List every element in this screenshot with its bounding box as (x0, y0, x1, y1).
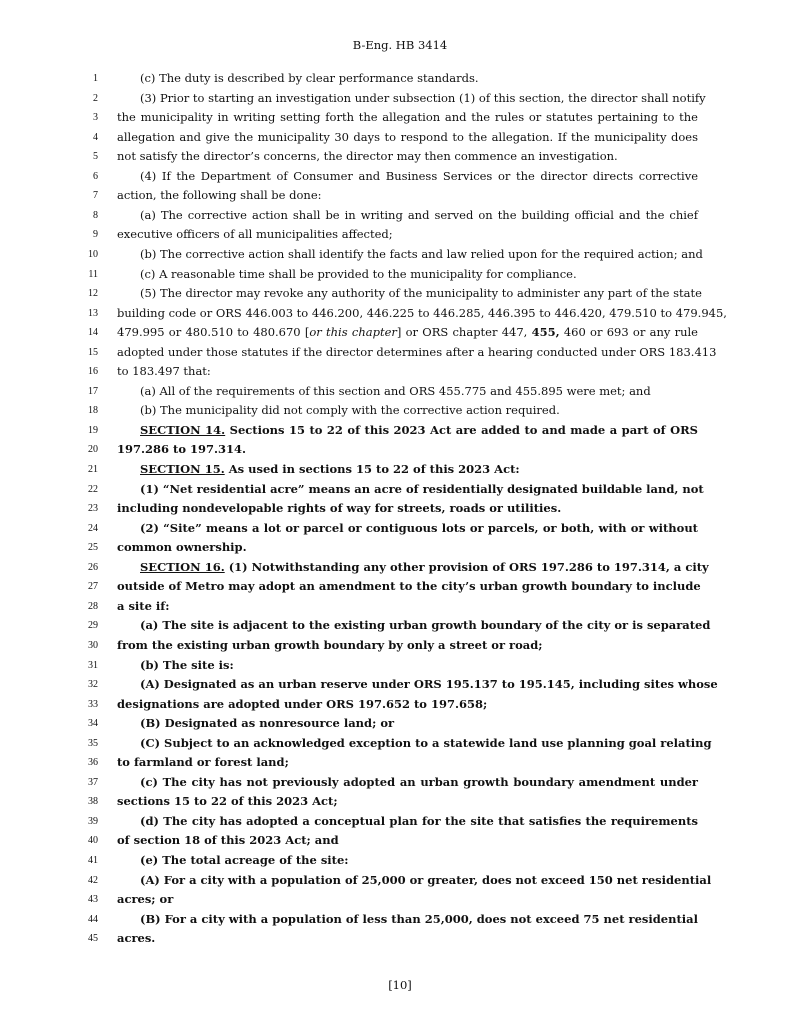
line-number: 45 (88, 933, 98, 945)
text-line (0, 851, 800, 871)
line-text (140, 265, 698, 285)
text-segment: (b) The municipality did not comply with the corrective action required. (140, 403, 560, 418)
text-line (0, 186, 800, 206)
line-number: 39 (88, 815, 98, 827)
text-line (0, 245, 800, 265)
text-segment: acres; or (117, 892, 174, 907)
text-line (0, 69, 800, 89)
text-segment: or this chapter (309, 325, 397, 340)
text-segment: (d) The city has adopted a conceptual plan for the site that satisfies the requirements (140, 813, 698, 828)
line-text (140, 69, 698, 89)
line-text (140, 773, 698, 793)
line-number: 23 (88, 503, 98, 515)
line-number: 33 (88, 698, 98, 710)
text-line (0, 401, 800, 421)
line-text (117, 499, 698, 519)
line-number: 2 (93, 92, 98, 104)
line-number: 37 (88, 776, 98, 788)
line-text (117, 362, 698, 382)
text-segment: acres. (117, 931, 156, 946)
text-segment: (e) The total acreage of the site: (140, 853, 349, 867)
text-segment: (c) The city has not previously adopted an urban growth boundary amendment under (140, 774, 698, 789)
line-number: 20 (88, 444, 98, 456)
line-number: 40 (88, 835, 98, 847)
line-number: 26 (88, 561, 98, 573)
line-number: 17 (88, 385, 98, 397)
line-number: 32 (88, 679, 98, 691)
text-segment: ] or ORS chapter 447, (396, 325, 532, 340)
text-line (0, 304, 800, 324)
text-line (0, 558, 800, 578)
line-number: 29 (88, 620, 98, 632)
text-segment: (a) The site is adjacent to the existing urban growth boundary of the city or is separated (140, 618, 711, 633)
line-number: 22 (88, 483, 98, 495)
line-number: 12 (88, 288, 98, 300)
line-text (140, 421, 698, 441)
line-text (117, 792, 698, 812)
line-number: 10 (88, 248, 98, 260)
line-text (140, 460, 698, 480)
text-segment: (2) “Site” means a lot or parcel or contiguous lots or parcels, or both, with or without (140, 520, 698, 535)
line-text (140, 871, 712, 891)
text-line (0, 656, 800, 676)
line-number: 7 (93, 190, 98, 202)
text-segment: designations are adopted under ORS 197.652 to 197.658; (117, 696, 488, 711)
line-number: 15 (88, 346, 98, 358)
text-segment: sections 15 to 22 of this 2023 Act; (117, 794, 338, 809)
section-heading: SECTION 16. (140, 559, 225, 574)
line-number: 34 (88, 718, 98, 730)
text-segment: the municipality in writing setting forth the allegation and the rules or statutes pertaining to the (117, 110, 698, 125)
text-line (0, 362, 800, 382)
text-line (0, 714, 800, 734)
line-number: 18 (88, 405, 98, 417)
line-text (117, 304, 727, 324)
text-line (0, 480, 800, 500)
text-line (0, 343, 800, 363)
line-text (140, 206, 698, 226)
line-text (117, 695, 698, 715)
text-segment: (c) A reasonable time shall be provided to the municipality for compliance. (140, 266, 577, 281)
line-number: 11 (88, 268, 98, 280)
line-text (117, 323, 698, 343)
text-segment: 460 or 693 or any rule (559, 325, 698, 340)
text-line (0, 284, 800, 304)
text-line (0, 89, 800, 109)
text-segment: a site if: (117, 598, 170, 613)
line-text (140, 401, 698, 421)
text-line (0, 597, 800, 617)
line-number: 5 (93, 151, 98, 163)
text-line (0, 421, 800, 441)
text-line (0, 538, 800, 558)
page-header: B-Eng. HB 3414 (352, 38, 448, 52)
line-text (140, 558, 709, 578)
line-text (117, 929, 698, 949)
line-number: 30 (88, 639, 98, 651)
text-segment: outside of Metro may adopt an amendment to the city’s urban growth boundary to include (117, 579, 701, 594)
line-text (117, 225, 698, 245)
line-text (117, 343, 717, 363)
line-number: 42 (88, 874, 98, 886)
line-text (117, 128, 698, 148)
text-line (0, 499, 800, 519)
line-text (140, 382, 698, 402)
text-segment: (C) Subject to an acknowledged exception to a statewide land use planning goal relating (140, 735, 712, 750)
text-line (0, 792, 800, 812)
line-number: 13 (88, 307, 98, 319)
line-text (140, 245, 703, 265)
line-text (117, 597, 698, 617)
line-text (140, 734, 712, 754)
line-text (117, 538, 698, 558)
line-text (140, 675, 718, 695)
text-line (0, 128, 800, 148)
text-line (0, 265, 800, 285)
line-text (140, 910, 698, 930)
line-text (140, 812, 698, 832)
line-number: 25 (88, 542, 98, 554)
text-segment: building code or ORS 446.003 to 446.200, 446.225 to 446.285, 446.395 to 446.420, 479.510 to 479.945, (117, 305, 727, 320)
line-number: 27 (88, 581, 98, 593)
line-text (140, 616, 711, 636)
line-text (140, 519, 698, 539)
text-segment: (c) The duty is described by clear performance standards. (140, 71, 479, 85)
text-segment: (5) The director may revoke any authority of the municipality to administer any part of the state (140, 286, 702, 301)
text-segment: of section 18 of this 2023 Act; and (117, 833, 339, 848)
line-text (140, 480, 704, 500)
text-segment: (B) Designated as nonresource land; or (140, 716, 395, 731)
line-number: 14 (88, 327, 98, 339)
text-segment: (A) For a city with a population of 25,000 or greater, does not exceed 150 net residential (140, 872, 712, 887)
text-line (0, 636, 800, 656)
text-segment: adopted under those statutes if the director determines after a hearing conducted under ORS 183.413 (117, 344, 717, 359)
line-number: 24 (88, 522, 98, 534)
text-line (0, 382, 800, 402)
line-number: 44 (88, 913, 98, 925)
text-segment: executive officers of all municipalities affected; (117, 227, 393, 242)
text-segment: (b) The site is: (140, 657, 234, 672)
line-number: 16 (88, 366, 98, 378)
text-line (0, 812, 800, 832)
text-segment: (B) For a city with a population of less than 25,000, does not exceed 75 net residential (140, 911, 698, 926)
line-text (140, 284, 702, 304)
text-line (0, 460, 800, 480)
text-segment: Sections 15 to 22 of this 2023 Act are added to and made a part of ORS (225, 422, 698, 437)
text-line (0, 577, 800, 597)
page-number: [10] (388, 978, 412, 992)
line-text (140, 89, 706, 109)
line-text (117, 577, 701, 597)
line-text (140, 167, 698, 187)
text-segment: 197.286 to 197.314. (117, 442, 247, 457)
line-number: 36 (88, 757, 98, 769)
line-number: 3 (93, 112, 98, 124)
text-segment: (1) “Net residential acre” means an acre of residentially designated buildable land, not (140, 481, 704, 496)
text-line (0, 519, 800, 539)
line-number: 43 (88, 894, 98, 906)
text-segment: (1) Notwithstanding any other provision of ORS 197.286 to 197.314, a city (224, 559, 709, 574)
text-segment: to farmland or forest land; (117, 755, 289, 770)
line-number: 31 (88, 659, 98, 671)
text-line (0, 675, 800, 695)
line-text (117, 753, 698, 773)
text-segment: allegation and give the municipality 30 days to respond to the allegation. If the municipality does (117, 129, 698, 144)
line-text (117, 831, 698, 851)
line-number: 21 (88, 464, 98, 475)
text-segment: common ownership. (117, 540, 247, 555)
line-number: 35 (88, 737, 98, 749)
text-segment: to 183.497 that: (117, 364, 211, 379)
text-segment: 455, (531, 325, 560, 340)
line-text (117, 890, 698, 910)
line-number: 41 (88, 855, 98, 866)
line-text (117, 186, 698, 206)
line-number: 1 (93, 73, 98, 84)
text-line (0, 831, 800, 851)
line-number: 8 (93, 209, 98, 221)
line-number: 28 (88, 600, 98, 612)
line-text (117, 440, 698, 460)
text-segment: action, the following shall be done: (117, 188, 322, 203)
text-line (0, 929, 800, 949)
line-number: 19 (88, 424, 98, 436)
text-segment: (4) If the Department of Consumer and Business Services or the director directs corrective (140, 168, 698, 183)
text-segment: from the existing urban growth boundary by only a street or road; (117, 637, 543, 652)
text-segment: including nondevelopable rights of way for streets, roads or utilities. (117, 501, 562, 516)
text-segment: (a) All of the requirements of this section and ORS 455.775 and 455.895 were met; and (140, 383, 651, 398)
line-number: 6 (93, 170, 98, 182)
text-line (0, 753, 800, 773)
line-text (140, 714, 698, 734)
text-line (0, 108, 800, 128)
text-line (0, 206, 800, 226)
line-number: 38 (88, 796, 98, 808)
line-number: 4 (93, 131, 98, 143)
text-segment: As used in sections 15 to 22 of this 2023 Act: (224, 462, 520, 476)
line-text (117, 147, 698, 167)
text-line (0, 695, 800, 715)
text-segment: (a) The corrective action shall be in writing and served on the building official and the chief (140, 207, 698, 222)
text-segment: (b) The corrective action shall identify the facts and law relied upon for the required action; and (140, 246, 703, 261)
line-text (117, 108, 698, 128)
section-heading: SECTION 14. (140, 422, 226, 437)
text-line (0, 871, 800, 891)
text-line (0, 167, 800, 187)
line-text (140, 656, 698, 676)
text-segment: (A) Designated as an urban reserve under ORS 195.137 to 195.145, including sites whose (140, 677, 718, 692)
text-segment: (3) Prior to starting an investigation under subsection (1) of this section, the director shall notify (140, 90, 706, 105)
text-line (0, 910, 800, 930)
text-line (0, 890, 800, 910)
text-line (0, 773, 800, 793)
text-line (0, 225, 800, 245)
section-heading: SECTION 15. (140, 462, 225, 476)
text-line (0, 616, 800, 636)
text-line (0, 440, 800, 460)
text-segment: 479.995 or 480.510 to 480.670 [ (117, 325, 310, 340)
line-number: 9 (93, 229, 98, 241)
text-line (0, 734, 800, 754)
text-segment: not satisfy the director’s concerns, the director may then commence an investigation. (117, 149, 618, 164)
text-line (0, 323, 800, 343)
line-text (117, 636, 698, 656)
line-text (140, 851, 698, 871)
text-line (0, 147, 800, 167)
